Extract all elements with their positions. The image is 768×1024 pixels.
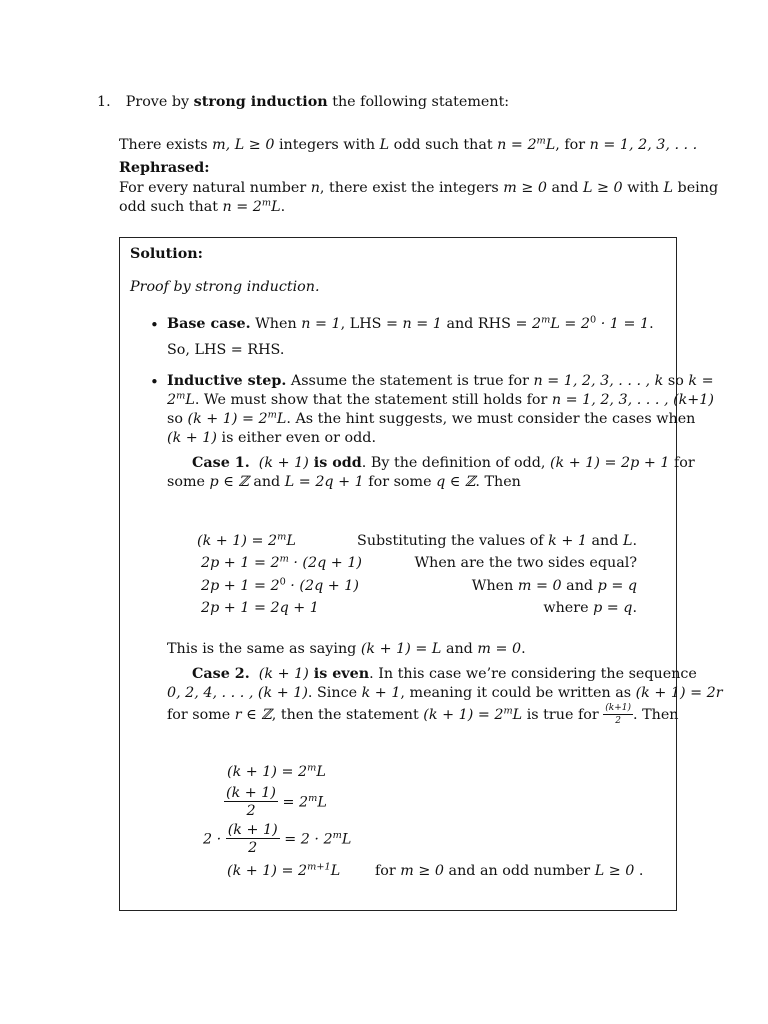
math-sup: m [541,314,551,326]
math: L [317,794,327,811]
text: , then the statement [271,707,424,723]
text: , LHS = [340,316,403,332]
math: p = q [597,578,637,594]
text: . Then [475,474,521,490]
math: = 2 [282,794,309,811]
math: (k + 1) [258,455,309,471]
problem-tail: the following statement: [327,94,510,110]
math: L [185,392,195,408]
math: L [276,411,287,427]
case1-label: Case 1. [192,455,250,471]
math: = 2 · 2 [284,831,333,848]
case2-eq-3 [203,823,351,856]
math: L [512,707,523,723]
text: for [375,863,401,879]
text: When are the two sides equal? [414,555,637,571]
fraction-denominator: 2 [246,803,256,820]
math: · (2q + 1) [285,578,359,594]
statement-math: n = 2 [497,137,537,153]
solution-box [119,237,677,911]
math: k + 1 [548,533,587,549]
math: L [622,533,633,549]
inductive-line-2 [167,392,714,408]
text: and [547,180,583,196]
inductive-line-3 [167,411,695,427]
statement-line [119,137,697,153]
text: some [167,474,210,490]
math: m ≥ 0 [400,863,445,879]
fraction-denominator: 2 [248,840,258,857]
text: . [280,199,286,215]
case1-line-2 [167,474,521,490]
text: . We must show that the statement still holds for [194,392,552,408]
problem-line [97,94,509,110]
text: . As the hint suggests, we must consider the cases when [286,411,696,427]
fraction-numerator: (k+1) [605,703,631,713]
text: so [663,373,689,389]
text: so [167,411,188,427]
math: n = 1 [402,316,442,332]
inductive-line-4 [167,430,376,446]
math: p ∈ ℤ [209,474,249,490]
case1-line-1 [192,455,695,471]
math: k + 1 [361,685,401,701]
text: with [622,180,664,196]
math-sup: m [307,762,317,774]
text: . [632,533,637,549]
statement-math: L [545,137,556,153]
math: p = q [593,600,633,616]
math: · (2q + 1) [288,555,362,571]
math-sup: m [176,390,186,402]
text: . [649,316,654,332]
math: (k + 1) [167,430,217,446]
problem-lead: Prove by [125,94,194,110]
problem-number: 1. [97,94,111,110]
text: For every natural number [119,180,311,196]
rephrased-line-1 [119,180,718,196]
statement-math: L [379,137,390,153]
math: 2 · [203,831,222,848]
math: q ∈ ℤ [436,474,476,490]
text: . Then [633,707,679,723]
case2-bold: is even [308,666,370,682]
statement-sup: m [536,135,546,147]
math: 2p + 1 = 2 [201,578,280,594]
math: L ≥ 0 [582,180,623,196]
proof-intro: Proof by strong induction. [130,279,320,295]
base-bullet: • [150,316,159,334]
fraction [226,823,280,856]
math: L = 2 [550,316,590,332]
math: m ≥ 0 [503,180,547,196]
inductive-label: Inductive step. [167,373,287,389]
math: n = 2 [222,199,262,215]
text: and [561,578,598,594]
case1-bold: is odd [308,455,362,471]
case1-eq-3 [201,578,359,594]
text: for some [167,707,235,723]
math-sup: m [279,553,289,565]
case2-eq-1 [227,764,326,780]
fraction-numerator: (k + 1) [227,822,278,838]
math: (k + 1) = 2 [227,764,308,780]
math: L [330,863,341,879]
text: where [543,600,594,616]
math: (k + 1) = 2 [197,533,278,549]
case1-note-1 [357,533,637,549]
case1-note-4 [543,600,637,616]
math: (k + 1) = 2r [635,685,723,701]
rephrased-title: Rephrased: [119,160,210,176]
text: and RHS = [441,316,532,332]
math: (k + 1) = 2 [423,707,504,723]
statement-text: integers with [274,137,380,153]
statement-math: m, L ≥ 0 [212,137,275,153]
fraction [224,786,278,819]
math: m = 0 [517,578,562,594]
math: L [271,199,281,215]
text: . [634,863,644,879]
math: n = 1, 2, 3, . . . , (k+1) [551,392,714,408]
text: This is the same as saying [167,641,361,657]
case2-line-2 [167,685,723,701]
math: 2 [531,316,542,332]
math: 0, 2, 4, . . . , (k + 1) [167,685,308,701]
text: and [586,533,623,549]
base-case-line [167,316,654,332]
text: odd such that [119,199,223,215]
math: n [310,180,320,196]
text: . By the definition of odd, [361,455,550,471]
inductive-bullet: • [150,373,159,391]
math: 2p + 1 = 2 [201,555,280,571]
text: and [441,641,478,657]
case2-line-3 [167,704,679,726]
case1-note-3 [472,578,637,594]
statement-text: There exists [119,137,213,153]
text: for some [363,474,437,490]
inductive-line-1 [167,373,714,389]
math-sup: m [261,197,272,209]
fraction-denominator: 2 [615,716,621,726]
base-case-label: Base case. [167,316,251,332]
case2-label: Case 2. [192,666,250,682]
problem-bold: strong induction [193,94,328,110]
case1-conclusion [167,641,526,657]
math: r ∈ ℤ [234,707,272,723]
math-sup: m [277,531,287,543]
math-sup: 0 [279,576,286,588]
text: Assume the statement is true for [286,373,534,389]
math-sup: m [503,705,513,717]
statement-text: , for [555,137,590,153]
rephrased-line-2 [119,199,285,215]
math-sup: m [332,829,342,841]
math: (k + 1) = L [360,641,442,657]
text: , meaning it could be written as [400,685,636,701]
case1-eq-4 [201,600,319,616]
fraction-numerator: (k + 1) [226,785,276,801]
text: is either even or odd. [216,430,377,446]
statement-math: n = 1, 2, 3, . . . [589,137,698,153]
math: n = 1, 2, 3, . . . , k [533,373,664,389]
case1-note-2 [414,555,637,571]
math: (k + 1) = 2 [187,411,268,427]
math: 2p + 1 = 2q + 1 [201,600,319,616]
solution-title-text: Solution: [130,246,203,262]
math-sup: m [267,409,277,421]
case2-eq-4 [227,863,340,879]
text: When [471,578,518,594]
math: L [286,533,296,549]
math: (k + 1) = 2p + 1 [549,455,670,471]
math: n = 1 [301,316,341,332]
text: being [673,180,719,196]
math: · 1 = 1 [596,316,650,332]
math-sup: 0 [589,314,597,326]
math: L [316,764,326,780]
case2-line-1 [192,666,697,682]
text: and an odd number [444,863,595,879]
text: for [669,455,695,471]
math: k = [688,373,714,389]
math-sup: m [308,792,318,804]
math: (k + 1) [258,666,309,682]
math: L = 2q + 1 [284,474,364,490]
math: L [341,831,352,848]
text: . [632,600,637,616]
math-sup: m+1 [307,861,331,873]
text: and [248,474,285,490]
inline-fraction [603,704,633,726]
case2-eq-2 [224,786,327,819]
base-case-conclusion: So, LHS = RHS. [167,342,285,358]
text: Substituting the values of [357,533,549,549]
math: L ≥ 0 [594,863,635,879]
math: L [663,180,674,196]
math: (k + 1) = 2 [227,863,308,879]
case1-eq-2 [201,555,362,571]
text: When [250,316,302,332]
math: 2 [167,392,177,408]
text: , there exist the integers [319,180,504,196]
text: is true for [522,707,604,723]
statement-text: odd such that [389,137,498,153]
case2-eq-4-note [375,863,643,879]
text: . Since [307,685,362,701]
text: . [521,641,526,657]
rephrased-label [119,160,210,176]
case1-eq-1 [197,533,296,549]
math: m = 0 [477,641,522,657]
text: . In this case we’re considering the sequence [369,666,697,682]
solution-title [130,246,203,262]
